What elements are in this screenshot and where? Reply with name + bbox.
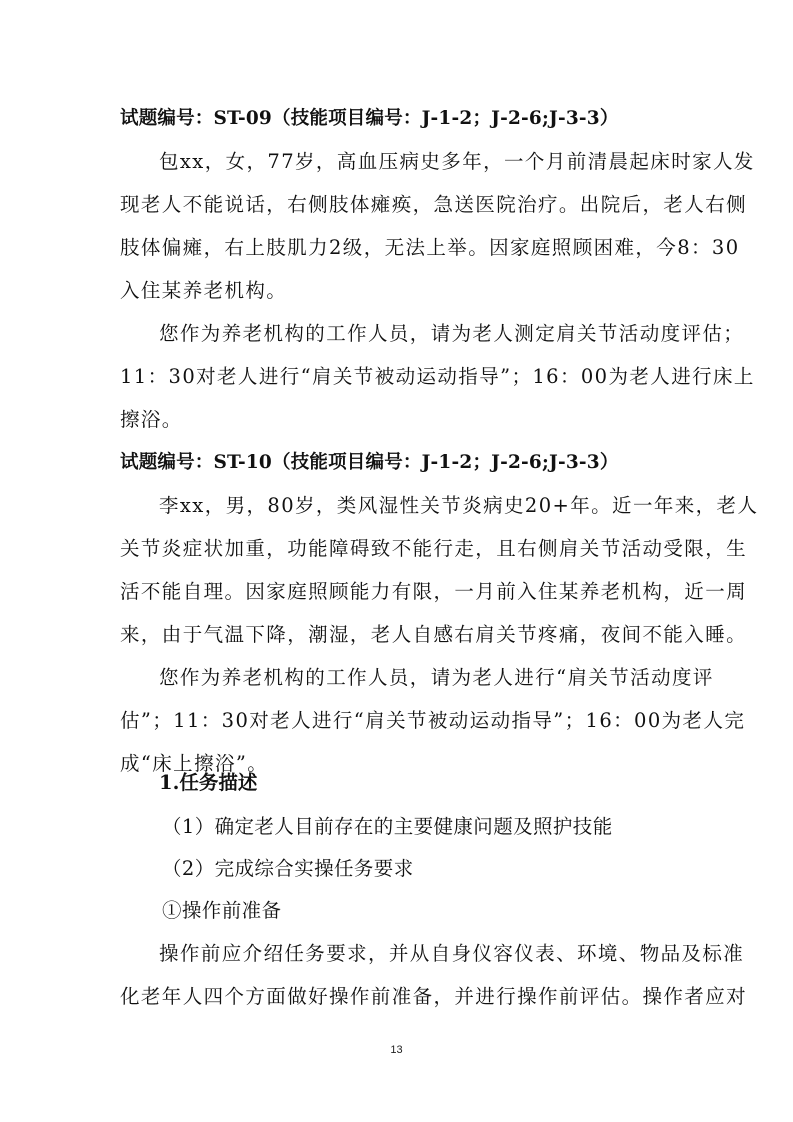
st09-task-line-1: 您作为养老机构的工作人员，请为老人测定肩关节活动度评估； <box>159 322 745 345</box>
section-title-task-description: 1.任务描述 <box>159 771 258 794</box>
task-item-1: （1）确定老人目前存在的主要健康问题及照护技能 <box>162 815 613 838</box>
st10-case-line-3: 活不能自理。因家庭照顾能力有限，一月前入住某养老机构，近一周 <box>120 580 748 603</box>
st09-case-line-3: 肢体偏瘫，右上肢肌力2级，无法上举。因家庭照顾困难，今8：30 <box>120 236 740 259</box>
st09-case-line-4: 入住某养老机构。 <box>120 279 288 302</box>
question-heading-st09: 试题编号：ST-09（技能项目编号：J-1-2；J-2-6;J-3-3） <box>120 108 619 129</box>
st10-task-line-2: 估”；11：30对老人进行“肩关节被动运动指导”；16：00为老人完 <box>120 709 746 732</box>
st10-task-line-1: 您作为养老机构的工作人员，请为老人进行“肩关节活动度评 <box>159 666 714 689</box>
prep-paragraph-line-2: 化老年人四个方面做好操作前准备，并进行操作前评估。操作者应对 <box>120 985 748 1008</box>
st10-case-line-4: 来，由于气温下降，潮湿，老人自感右肩关节疼痛，夜间不能入睡。 <box>120 623 748 646</box>
page-number: 13 <box>390 1044 403 1056</box>
st10-case-line-2: 关节炎症状加重，功能障碍致不能行走，且右侧肩关节活动受限，生 <box>120 537 748 560</box>
st09-task-line-2: 11：30对老人进行“肩关节被动运动指导”；16：00为老人进行床上 <box>120 365 755 388</box>
st09-case-line-2: 现老人不能说话，右侧肢体瘫痪，急送医院治疗。出院后，老人右侧 <box>120 193 748 216</box>
task-item-3: ①操作前准备 <box>162 899 282 922</box>
st09-case-line-1: 包xx，女，77岁，高血压病史多年，一个月前清晨起床时家人发 <box>159 150 755 173</box>
question-heading-st10: 试题编号：ST-10（技能项目编号：J-1-2；J-2-6;J-3-3） <box>120 452 619 473</box>
st10-task-line-3: 成“床上擦浴”。 <box>120 752 269 775</box>
prep-paragraph-line-1: 操作前应介绍任务要求，并从自身仪容仪表、环境、物品及标准 <box>159 942 745 965</box>
st10-case-line-1: 李xx，男，80岁，类风湿性关节炎病史20+年。近一年来，老人 <box>159 494 759 517</box>
st09-task-line-3: 擦浴。 <box>120 408 183 431</box>
task-item-2: （2）完成综合实操任务要求 <box>162 857 414 880</box>
